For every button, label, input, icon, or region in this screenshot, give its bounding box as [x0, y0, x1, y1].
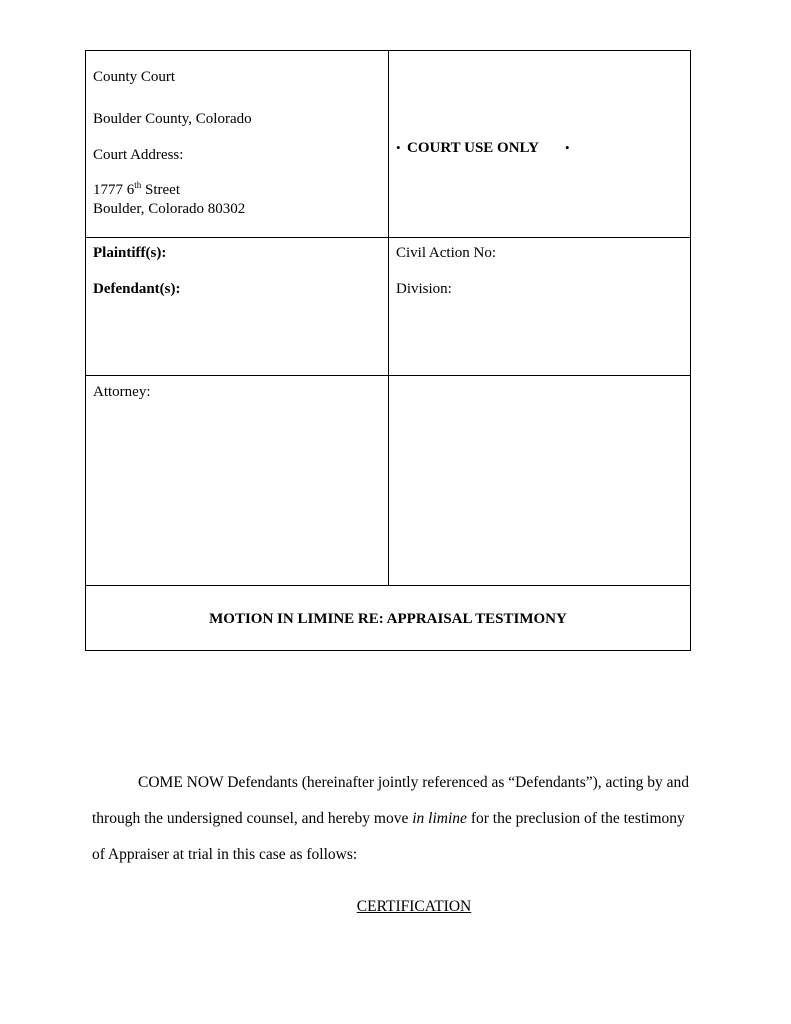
court-county: Boulder County, Colorado — [93, 111, 252, 127]
court-street — [93, 181, 180, 199]
plaintiff-label: Plaintiff(s): — [93, 245, 167, 261]
caption-table — [85, 50, 691, 651]
body-line-2 — [92, 810, 692, 828]
court-address-label: Court Address: — [93, 147, 184, 163]
street-ordinal: th — [134, 180, 142, 190]
street-name: Street — [141, 182, 181, 198]
attorney-label: Attorney: — [93, 384, 151, 400]
parties-cell — [86, 238, 388, 376]
division-label: Division: — [396, 281, 452, 297]
body-line-1 — [92, 774, 692, 792]
defendant-label: Defendant(s): — [93, 281, 181, 297]
bullet-icon: • — [396, 140, 401, 155]
attorney-cell — [86, 376, 388, 586]
attorney-row — [86, 376, 690, 586]
line2-end: for the preclusion of the testimony — [466, 810, 685, 827]
opening-sentence: COME NOW Defendants (hereinafter jointly referenced as “Defendants”), acting by and — [138, 774, 690, 791]
in-limine-term: in limine — [412, 810, 467, 827]
court-row — [86, 51, 690, 238]
civil-action-label: Civil Action No: — [396, 245, 497, 261]
line2-start: through the undersigned counsel, and hereby move — [92, 810, 413, 827]
attorney-right-cell — [389, 376, 691, 586]
court-name: County Court — [93, 69, 176, 85]
case-info-cell — [389, 238, 691, 376]
street-number: 1777 6 — [93, 182, 135, 198]
body-line-3: of Appraiser at trial in this case as follows: — [92, 846, 358, 863]
bullet-icon: • — [565, 140, 570, 155]
court-use-only-label: COURT USE ONLY — [407, 140, 540, 156]
section-heading: CERTIFICATION — [356, 898, 472, 915]
title-row — [86, 586, 690, 650]
court-city-line: Boulder, Colorado 80302 — [93, 201, 246, 217]
court-info-cell — [86, 51, 388, 238]
document-title: MOTION IN LIMINE RE: APPRAISAL TESTIMONY — [209, 611, 567, 627]
parties-row — [86, 238, 690, 376]
court-use-cell — [389, 51, 691, 238]
